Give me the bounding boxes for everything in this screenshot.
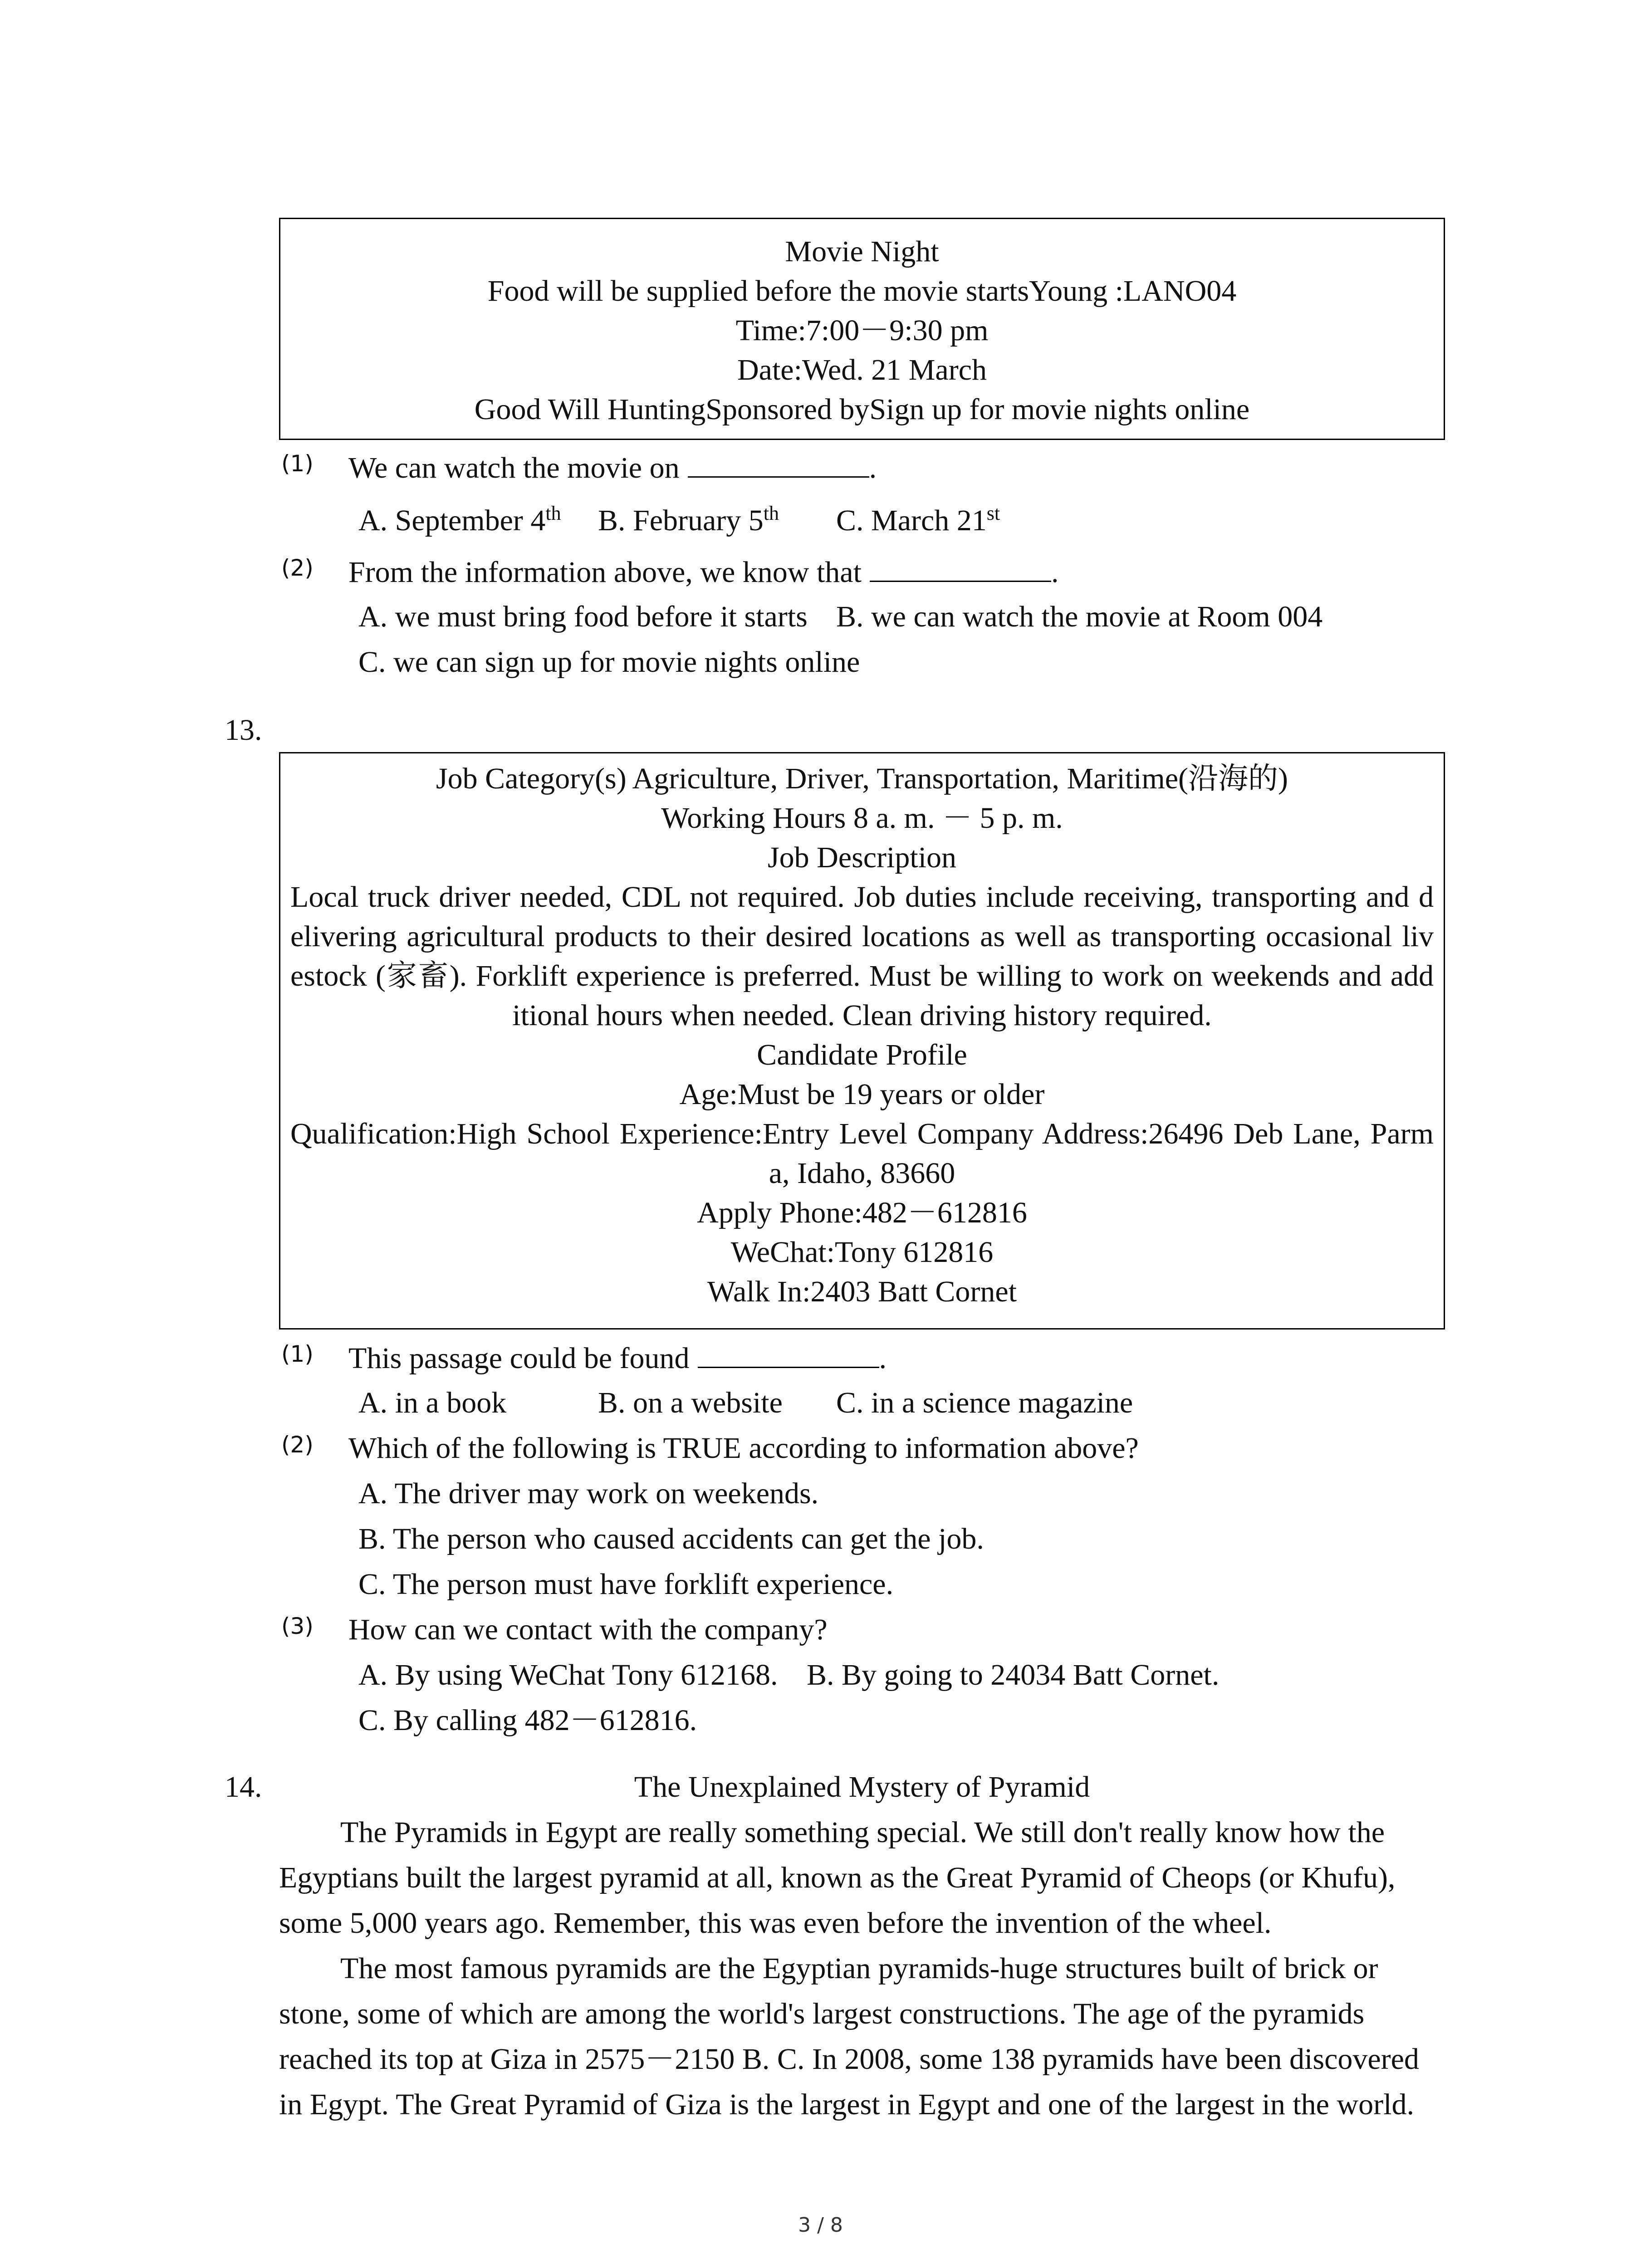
question-number: (3) xyxy=(281,1613,314,1639)
notice-line: Date:Wed. 21 March xyxy=(737,353,987,386)
option-c: C. The person must have forklift experience. xyxy=(358,1568,894,1601)
answer-blank xyxy=(870,553,1051,582)
job-section-heading: Candidate Profile xyxy=(757,1038,967,1071)
job-description-line: elivering agricultural products to their desired locations as well as transporting occasional liv xyxy=(290,920,1434,953)
passage-line: reached its top at Giza in 2575－2150 B. C. In 2008, some 138 pyramids have been discovered xyxy=(279,2043,1419,2076)
option-b: B. on a website xyxy=(598,1386,783,1419)
question-number: (1) xyxy=(281,1341,314,1367)
question-number: (2) xyxy=(281,1432,314,1458)
option-b: B. The person who caused accidents can get the job. xyxy=(358,1522,984,1555)
option-b: B. we can watch the movie at Room 004 xyxy=(836,600,1323,633)
passage-line: The Pyramids in Egypt are really something special. We still don't really know how the xyxy=(340,1816,1385,1849)
option-a: A. in a book xyxy=(358,1386,507,1419)
option-a: A. we must bring food before it starts xyxy=(358,600,808,633)
job-line: Apply Phone:482－612816 xyxy=(697,1196,1027,1229)
passage-line: some 5,000 years ago. Remember, this was even before the invention of the wheel. xyxy=(279,1906,1272,1940)
page-number: 3 / 8 xyxy=(798,2214,843,2237)
notice-line: Time:7:00－9:30 pm xyxy=(735,314,989,347)
passage-paragraph xyxy=(279,1810,1443,1946)
option-a: A. September 4th xyxy=(358,502,561,537)
option-c: C. By calling 482－612816. xyxy=(358,1704,697,1737)
job-line: WeChat:Tony 612816 xyxy=(730,1236,994,1269)
movie-night-notice xyxy=(279,218,1445,440)
job-line: a, Idaho, 83660 xyxy=(769,1157,955,1190)
job-description-line: itional hours when needed. Clean driving history required. xyxy=(512,999,1212,1032)
option-b: B. February 5th xyxy=(598,502,779,537)
question-text: This passage could be found . xyxy=(348,1339,887,1377)
job-line: Working Hours 8 a. m. － 5 p. m. xyxy=(661,802,1063,835)
job-description-line: Local truck driver needed, CDL not required. Job duties include receiving, transporting and d xyxy=(290,880,1434,914)
question-number: (2) xyxy=(281,555,314,581)
notice-title: Movie Night xyxy=(785,235,939,268)
notice-line: Food will be supplied before the movie startsYoung :LANO04 xyxy=(487,274,1237,308)
passage-line: stone, some of which are among the world's largest constructions. The age of the pyramids xyxy=(279,1997,1365,2030)
passage-line: Egyptians built the largest pyramid at all, known as the Great Pyramid of Cheops (or Khufu), xyxy=(279,1861,1396,1894)
option-c: C. March 21st xyxy=(836,502,1000,537)
passage-line: in Egypt. The Great Pyramid of Giza is the largest in Egypt and one of the largest in the world. xyxy=(279,2088,1414,2121)
answer-blank xyxy=(698,1339,879,1368)
option-c: C. in a science magazine xyxy=(836,1386,1133,1419)
passage-paragraph xyxy=(279,1946,1443,2127)
option-a: A. The driver may work on weekends. xyxy=(358,1477,819,1510)
question-text: How can we contact with the company? xyxy=(348,1613,828,1646)
option-a: A. By using WeChat Tony 612168. xyxy=(358,1658,778,1691)
question-text: Which of the following is TRUE according to information above? xyxy=(348,1432,1139,1465)
option-b: B. By going to 24034 Batt Cornet. xyxy=(807,1658,1220,1691)
question-text: We can watch the movie on . xyxy=(348,449,877,486)
notice-line: Good Will HuntingSponsored bySign up for movie nights online xyxy=(474,393,1250,426)
job-line: Qualification:High School Experience:Entry Level Company Address:26496 Deb Lane, Parm xyxy=(290,1117,1434,1150)
job-line: Walk In:2403 Batt Cornet xyxy=(707,1275,1017,1308)
job-line: Job Category(s) Agriculture, Driver, Transportation, Maritime(沿海的) xyxy=(436,762,1288,795)
item-number: 13. xyxy=(225,714,262,747)
job-description-line: estock (家畜). Forklift experience is preferred. Must be willing to work on weekends and add xyxy=(290,959,1434,992)
passage-line: The most famous pyramids are the Egyptian pyramids-huge structures built of brick or xyxy=(340,1952,1378,1985)
job-section-heading: Job Description xyxy=(767,841,957,874)
passage-title: The Unexplained Mystery of Pyramid xyxy=(634,1770,1090,1804)
question-number: (1) xyxy=(281,450,314,477)
option-c: C. we can sign up for movie nights online xyxy=(358,645,860,679)
job-ad-notice xyxy=(279,752,1445,1330)
job-line: Age:Must be 19 years or older xyxy=(679,1078,1045,1111)
question-text: From the information above, we know that . xyxy=(348,553,1058,591)
item-number: 14. xyxy=(225,1770,262,1804)
answer-blank xyxy=(688,449,869,478)
